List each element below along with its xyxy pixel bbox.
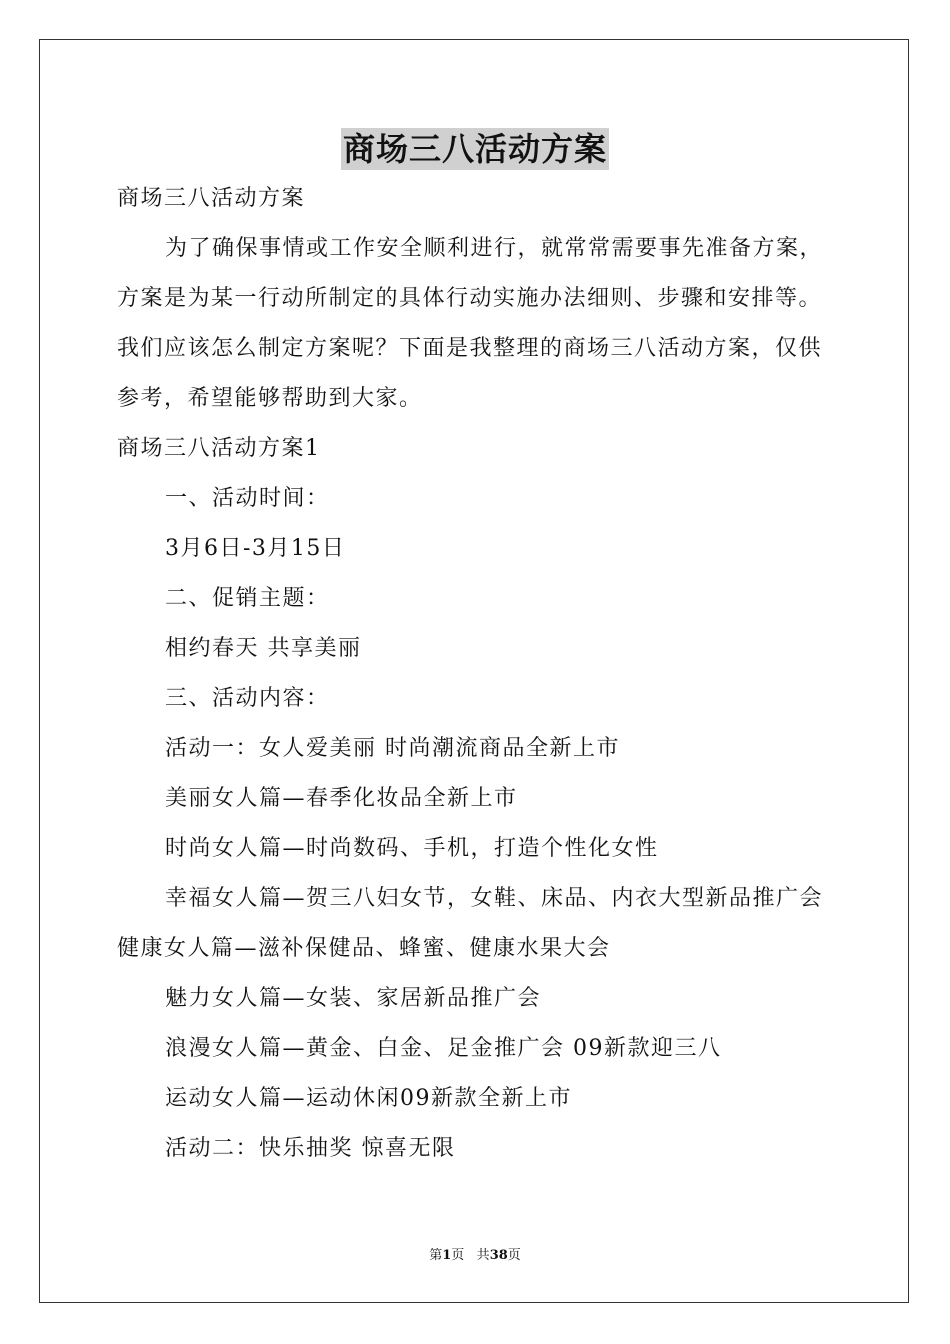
list-item: 一、活动时间： bbox=[165, 486, 330, 511]
list-item: 二、促销主题： bbox=[165, 586, 330, 611]
list-item: 美丽女人篇—春季化妆品全新上市 bbox=[165, 786, 518, 811]
list-item: 三、活动内容： bbox=[165, 686, 330, 711]
paragraph-line: 方案是为某一行动所制定的具体行动实施办法细则、步骤和安排等。 bbox=[117, 286, 823, 311]
footer-total-suffix: 页 bbox=[507, 1248, 521, 1263]
total-pages-number: 38 bbox=[489, 1248, 508, 1263]
list-item: 相约春天 共享美丽 bbox=[165, 636, 362, 661]
page-footer bbox=[0, 1247, 950, 1265]
list-item: 活动二：快乐抽奖 惊喜无限 bbox=[165, 1136, 456, 1161]
list-item: 魅力女人篇—女装、家居新品推广会 bbox=[165, 986, 542, 1011]
current-page-number: 1 bbox=[442, 1248, 452, 1263]
paragraph-line: 我们应该怎么制定方案呢？下面是我整理的商场三八活动方案，仅供 bbox=[117, 336, 823, 361]
paragraph-line: 参考，希望能够帮助到大家。 bbox=[117, 386, 423, 411]
footer-page-suffix: 页 bbox=[451, 1248, 465, 1263]
subtitle-line: 商场三八活动方案 bbox=[117, 186, 306, 211]
list-item: 运动女人篇—运动休闲09新款全新上市 bbox=[165, 1086, 572, 1111]
list-item: 时尚女人篇—时尚数码、手机，打造个性化女性 bbox=[165, 836, 659, 861]
section-heading: 商场三八活动方案1 bbox=[117, 436, 321, 461]
list-item: 幸福女人篇—贺三八妇女节，女鞋、床品、内衣大型新品推广会 bbox=[165, 886, 824, 911]
document-title: 商场三八活动方案 bbox=[342, 130, 607, 168]
list-item: 浪漫女人篇—黄金、白金、足金推广会 09新款迎三八 bbox=[165, 1036, 722, 1061]
list-item: 健康女人篇—滋补保健品、蜂蜜、健康水果大会 bbox=[117, 936, 611, 961]
list-item: 3月6日-3月15日 bbox=[165, 536, 346, 561]
paragraph-line: 为了确保事情或工作安全顺利进行，就常常需要事先准备方案， bbox=[165, 236, 824, 261]
title-wrap bbox=[0, 128, 950, 170]
footer-total-prefix: 共 bbox=[476, 1248, 490, 1263]
footer-prefix: 第 bbox=[429, 1248, 443, 1263]
list-item: 活动一：女人爱美丽 时尚潮流商品全新上市 bbox=[165, 736, 620, 761]
